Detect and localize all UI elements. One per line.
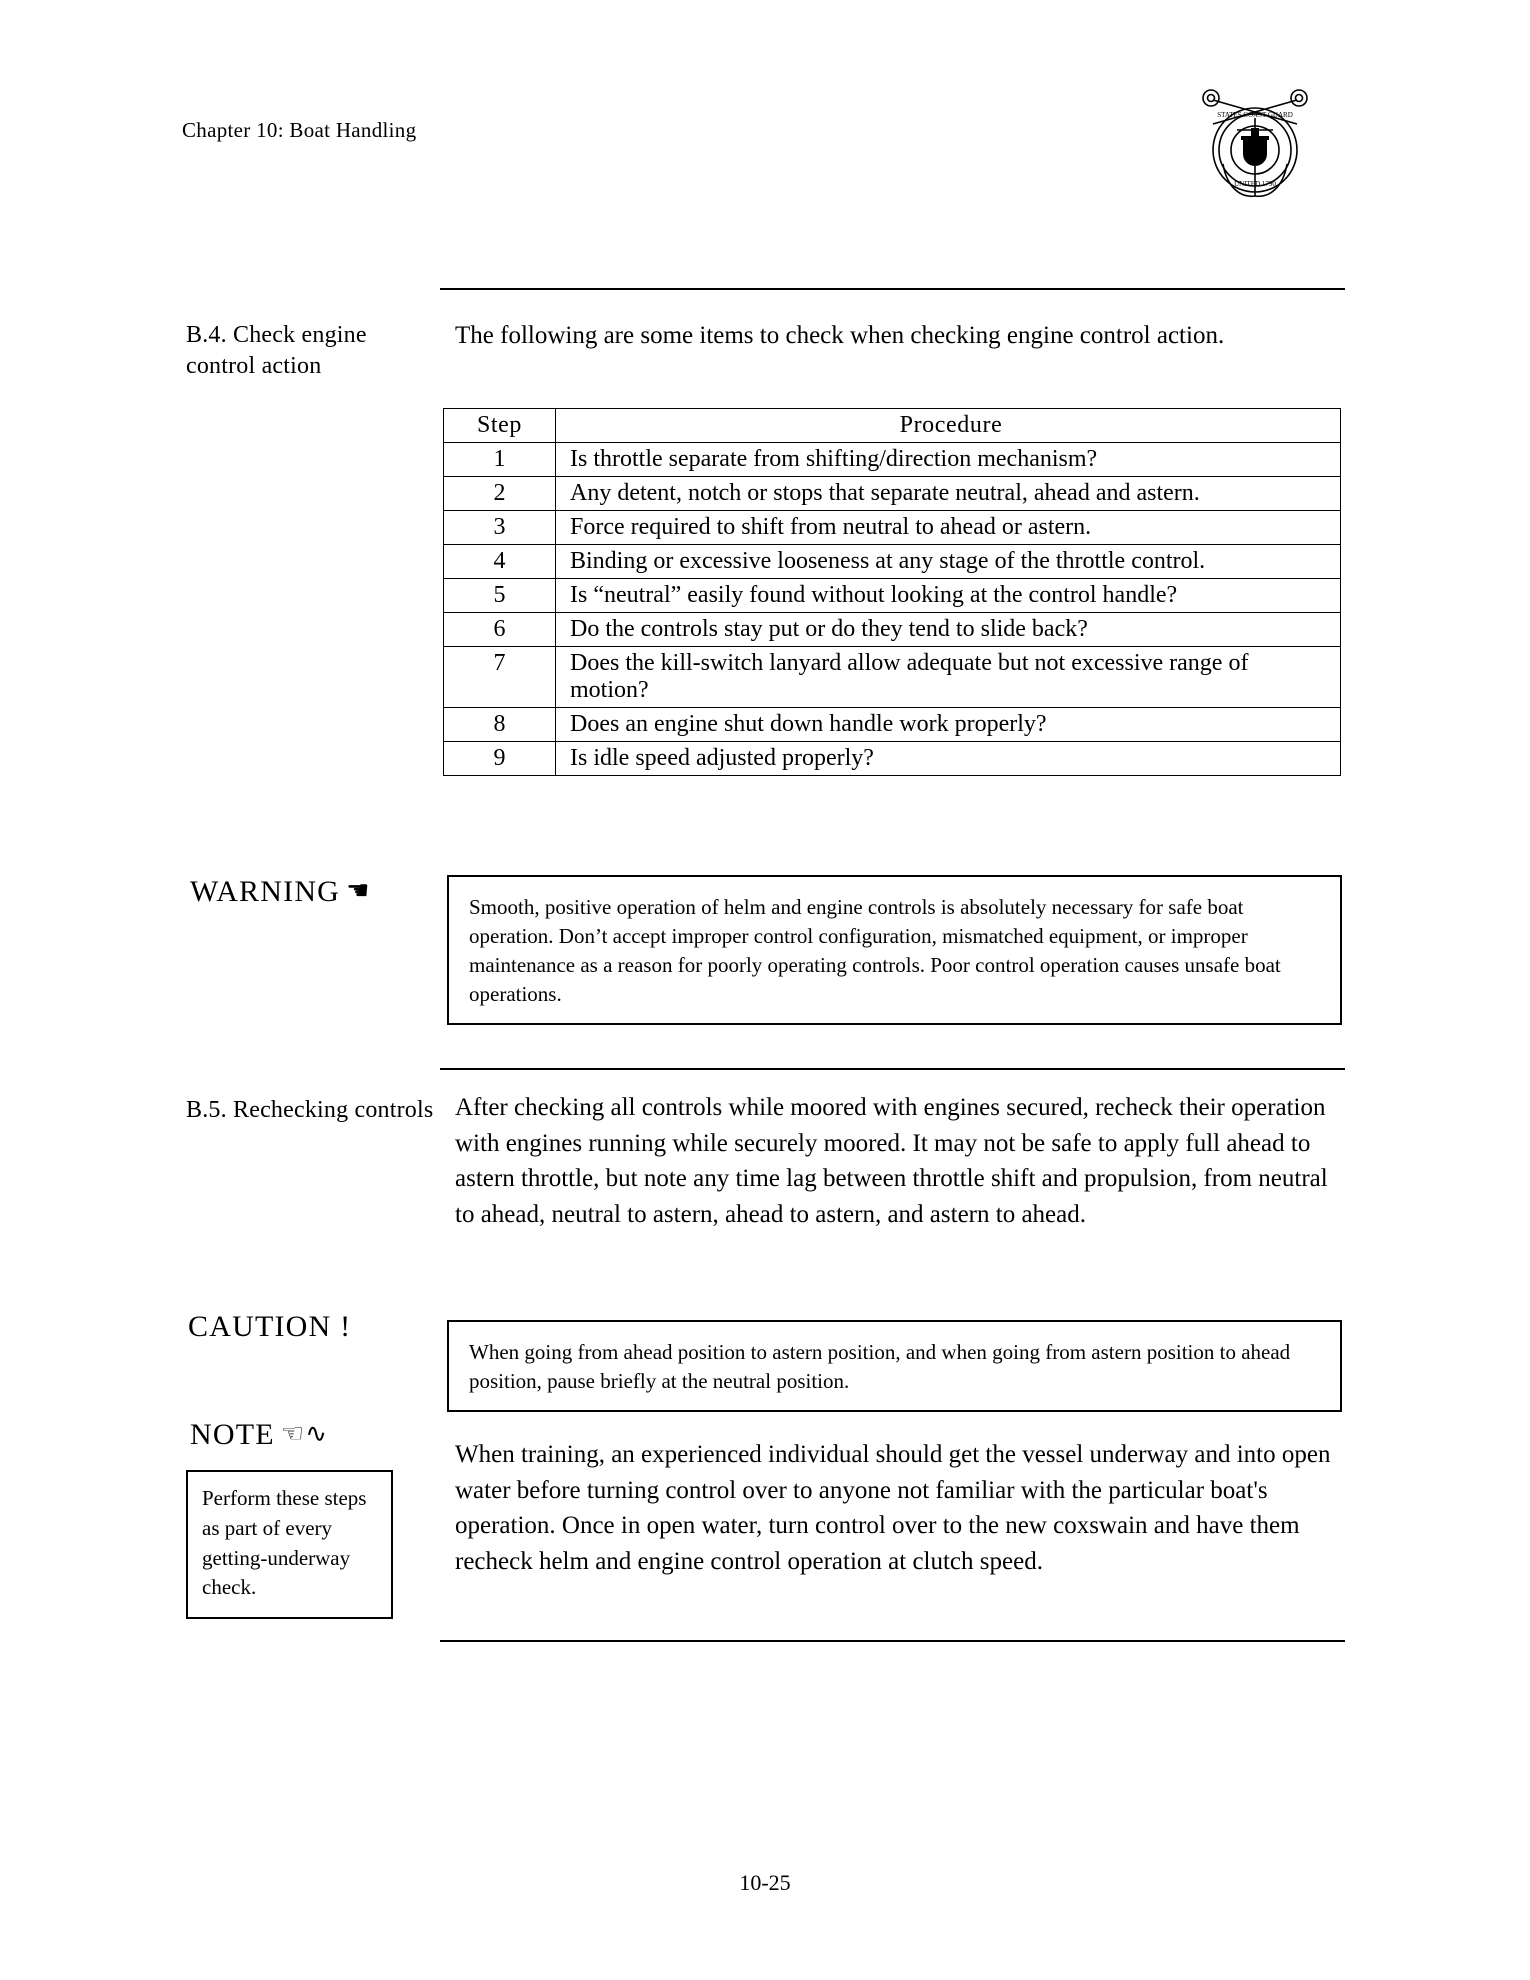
note-callout-text: Perform these steps as part of every getting-underway check.	[188, 1472, 391, 1617]
svg-text:STATES COAST GUARD: STATES COAST GUARD	[1217, 111, 1293, 119]
page-header-chapter: Chapter 10: Boat Handling	[182, 118, 417, 142]
note-callout	[186, 1470, 393, 1619]
cell-step: 9	[444, 742, 556, 776]
note-label-text: NOTE	[190, 1418, 275, 1451]
table-row	[444, 742, 1341, 776]
caution-callout-text: When going from ahead position to astern position, and when going from astern position to ahead position, pause briefly at the neutral position.	[449, 1322, 1340, 1410]
table-header-step: Step	[444, 409, 556, 443]
cell-procedure: Is throttle separate from shifting/direction mechanism?	[556, 443, 1341, 477]
table-row	[444, 477, 1341, 511]
svg-text:UNITED 1790: UNITED 1790	[1234, 180, 1276, 188]
warning-callout-text: Smooth, positive operation of helm and engine controls is absolutely necessary for safe boat operation. Don’t accept improper control configuration, mismatched equipment, or improper maintenance as a reason for poorly operating controls. Poor control operation causes unsafe boat operations.	[449, 877, 1340, 1023]
cell-step: 3	[444, 511, 556, 545]
table-row	[444, 647, 1341, 708]
section-label-b5: B.5. Rechecking controls	[186, 1097, 434, 1123]
table-row	[444, 545, 1341, 579]
note-label	[190, 1418, 328, 1452]
table-row	[444, 511, 1341, 545]
cell-step: 8	[444, 708, 556, 742]
section-label-b4: B.4. Check engine control action	[186, 322, 367, 379]
section-divider-top	[440, 288, 1345, 290]
us-coast-guard-seal-icon	[1185, 78, 1325, 208]
table-header-procedure: Procedure	[556, 409, 1341, 443]
section-b5-body: After checking all controls while moored with engines secured, recheck their operation with engines running while securely moored. It may not be safe to apply full ahead to astern throttle, but note any time lag between throttle shift and propulsion, from neutral to ahead, neutral to astern, ahead to astern, and astern to ahead.	[455, 1094, 1328, 1228]
cell-procedure: Is “neutral” easily found without looking at the control handle?	[556, 579, 1341, 613]
cell-step: 2	[444, 477, 556, 511]
note-flourish-icon: ☜∿	[280, 1419, 329, 1448]
cell-procedure: Does the kill-switch lanyard allow adequate but not excessive range of motion?	[556, 647, 1341, 708]
warning-label-text: WARNING	[190, 875, 341, 908]
cell-procedure: Does an engine shut down handle work properly?	[556, 708, 1341, 742]
cell-step: 7	[444, 647, 556, 708]
cell-procedure: Do the controls stay put or do they tend to slide back?	[556, 613, 1341, 647]
table-row	[444, 708, 1341, 742]
caution-label	[188, 1310, 351, 1344]
page-number: 10-25	[739, 1870, 791, 1895]
cell-step: 1	[444, 443, 556, 477]
procedure-table	[443, 408, 1341, 776]
cell-step: 4	[444, 545, 556, 579]
section-divider-middle	[440, 1068, 1345, 1070]
table-row	[444, 613, 1341, 647]
cell-step: 6	[444, 613, 556, 647]
section-b4-intro: The following are some items to check when checking engine control action.	[455, 322, 1225, 349]
table-row	[444, 443, 1341, 477]
note-section-body: When training, an experienced individual should get the vessel underway and into open water before turning control over to anyone not familiar with the particular boat's operation. Once in open water, turn control over to the new coxswain and have them recheck helm and engine control operation at clutch speed.	[455, 1441, 1331, 1575]
caution-label-text: CAUTION !	[188, 1310, 352, 1343]
cell-procedure: Is idle speed adjusted properly?	[556, 742, 1341, 776]
section-divider-bottom	[440, 1640, 1345, 1642]
caution-callout	[447, 1320, 1342, 1412]
table-header-row	[444, 409, 1341, 443]
pointing-hand-icon: ☚	[346, 876, 371, 905]
warning-callout	[447, 875, 1342, 1025]
cell-procedure: Any detent, notch or stops that separate neutral, ahead and astern.	[556, 477, 1341, 511]
cell-procedure: Binding or excessive looseness at any stage of the throttle control.	[556, 545, 1341, 579]
cell-step: 5	[444, 579, 556, 613]
cell-procedure: Force required to shift from neutral to ahead or astern.	[556, 511, 1341, 545]
warning-label	[190, 875, 371, 909]
table-row	[444, 579, 1341, 613]
